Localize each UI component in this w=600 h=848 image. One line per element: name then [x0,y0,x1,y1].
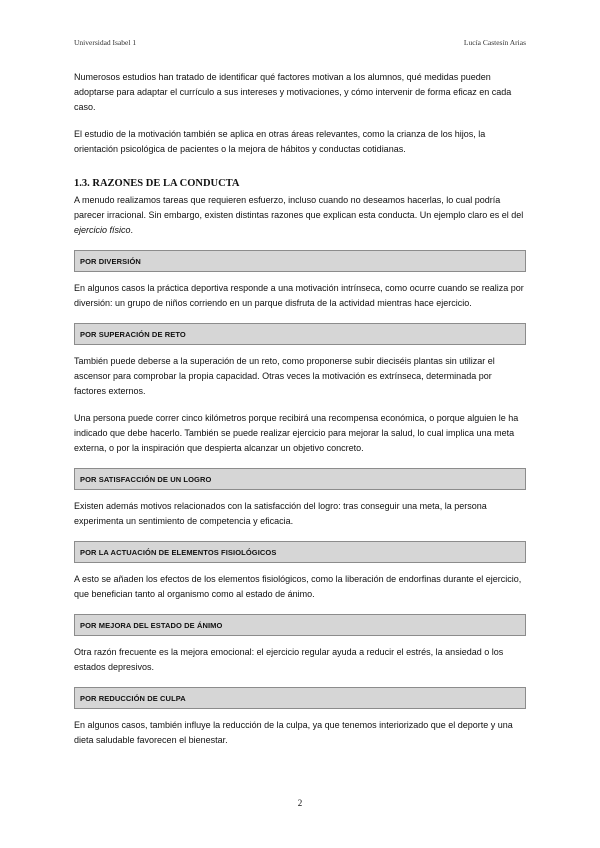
subsection-paragraph: Una persona puede correr cinco kilómetros porque recibirá una recompensa económica, o porque alguien le ha indicado que debe hacerlo. También se puede realizar ejercicio para mejorar la salud, lo cual implica una meta externa, o por la inspiración que despierta alcanzar un objetivo concreto. [74,413,519,453]
intro-paragraph-2: El estudio de la motivación también se aplica en otras áreas relevantes, como la crianza de los hijos, la orientación psicológica de pacientes o la mejora de hábitos y conductas cotidianas. [74,129,486,154]
header-university: Universidad Isabel 1 [74,38,137,47]
intro-paragraph-1: Numerosos estudios han tratado de identificar qué factores motivan a los alumnos, qué medidas pueden adoptarse para adaptar el currículo a sus intereses y motivaciones, y cómo intervenir de forma eficaz en cada caso. [74,72,512,112]
subsection-paragraph: En algunos casos, también influye la reducción de la culpa, ya que tenemos interiorizado que el deporte y una dieta saludable favorecen el bienestar. [74,720,513,745]
section-heading: 1.3. RAZONES DE LA CONDUCTA [74,178,240,189]
page-number: 2 [297,798,303,808]
subsection-title: POR MEJORA DEL ESTADO DE ÁNIMO [74,614,526,636]
section-intro-text: A menudo realizamos tareas que requieren esfuerzo, incluso cuando no deseamos hacerlas, lo cual podría parecer irracional. Sin embargo, existen distintas razones que explican esta conducta. Un ejemplo claro es el del [74,195,524,220]
subsection-title: POR SATISFACCIÓN DE UN LOGRO [74,468,526,490]
subsection-title: POR SUPERACIÓN DE RETO [74,323,526,345]
subsection-bar-animo [74,614,526,636]
subsection-title: POR DIVERSIÓN [74,250,526,272]
subsection-paragraph: También puede deberse a la superación de un reto, como proponerse subir dieciséis plantas sin utilizar el ascensor para comprobar la propia capacidad. Otras veces la motivación es extrínseca, determinada por factores externos. [74,356,495,396]
subsection-bar-culpa [74,687,526,709]
subsection-title: POR REDUCCIÓN DE CULPA [74,687,526,709]
subsection-paragraph: Existen además motivos relacionados con la satisfacción del logro: tras conseguir una meta, la persona experimenta un sentimiento de competencia y eficacia. [74,501,487,526]
subsection-bar-reto [74,323,526,345]
header-author: Lucía Castesín Arias [463,38,526,47]
subsection-title: POR LA ACTUACIÓN DE ELEMENTOS FISIOLÓGICOS [74,541,526,563]
subsection-bar-fisiologicos [74,541,526,563]
page-content [74,70,526,748]
subsection-paragraph: Otra razón frecuente es la mejora emocional: el ejercicio regular ayuda a reducir el estrés, la ansiedad o los estados depresivos. [74,647,504,672]
subsection-bar-logro [74,468,526,490]
section-intro-paragraph [74,193,526,238]
subsection-bar-diversion [74,250,526,272]
section-intro-end: . [130,225,134,235]
section-intro-emphasis: ejercicio físico [74,225,131,235]
subsection-paragraph: A esto se añaden los efectos de los elementos fisiológicos, como la liberación de endorfinas durante el ejercicio, que benefician tanto al organismo como al estado de ánimo. [74,574,522,599]
subsection-paragraph: En algunos casos la práctica deportiva responde a una motivación intrínseca, como ocurre cuando se realiza por diversión: un grupo de niños corriendo en un parque disfruta de la actividad mientras hace ejercicio. [74,283,524,308]
